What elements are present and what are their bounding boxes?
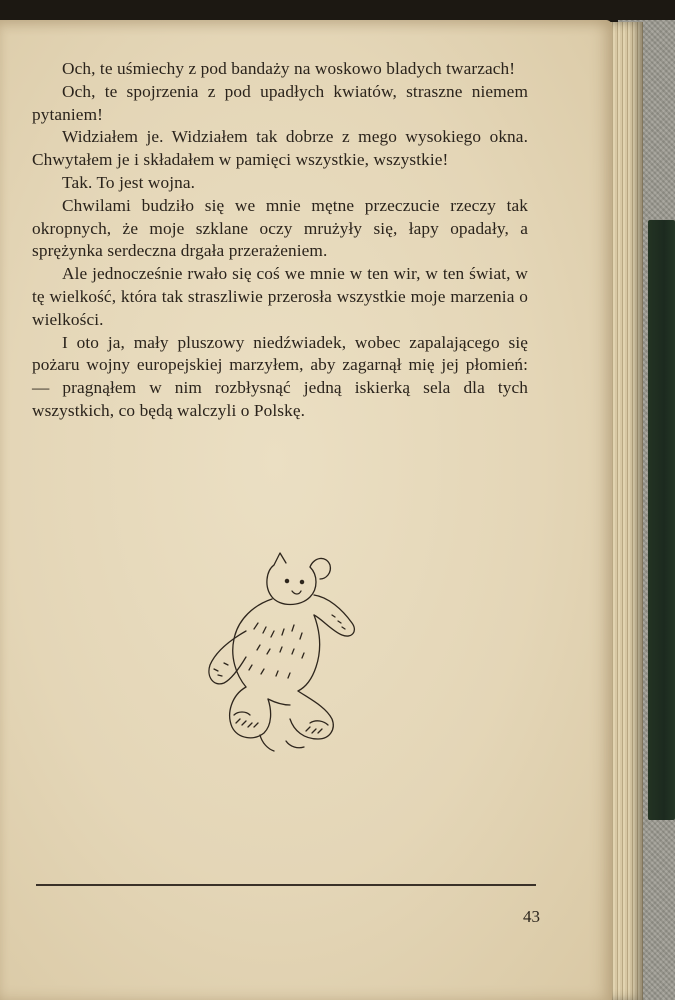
paragraph: Och, te spojrzenia z pod upadłych kwiatów, straszne niemem pytaniem! (32, 81, 528, 124)
paragraph: I oto ja, mały pluszowy niedźwiadek, wobec zapalającego się pożaru wojny europejskiej marzyłem, aby zagarnął mię jej płomień: — pragnąłem w nim rozbłysnąć jedną iskierką sela dla tych wszystkich, co będą walczyli o Polskę. (32, 332, 528, 420)
footer-rule (36, 884, 536, 886)
book-page (0, 20, 612, 1000)
paragraph: Och, te uśmiechy z pod bandaży na woskowo bladych twarzach! (62, 59, 516, 78)
paragraph: Ale jednocześnie rwało się coś we mnie w ten wir, w ten świat, w tę wielkość, która tak straszliwie przerosła wszystkie moje marzenia o wielkości. (32, 264, 528, 329)
paragraph: Widziałem je. Widziałem tak dobrze z mego wysokiego okna. Chwytałem je i składałem w pamięci wszystkie, wszystkie! (32, 127, 528, 170)
page-number: 43 (523, 907, 540, 926)
paragraph: Tak. To jest wojna. (62, 172, 196, 192)
body-text (32, 58, 528, 423)
teddy-bear-icon (202, 535, 367, 755)
book-cover-edge (648, 220, 675, 820)
paragraph: Chwilami budziło się we mnie mętne przeczucie rzeczy tak okropnych, że moje szklane oczy mrużyły się, łapy opadały, a sprężynka serdeczna drgała przerażeniem. (32, 195, 528, 261)
